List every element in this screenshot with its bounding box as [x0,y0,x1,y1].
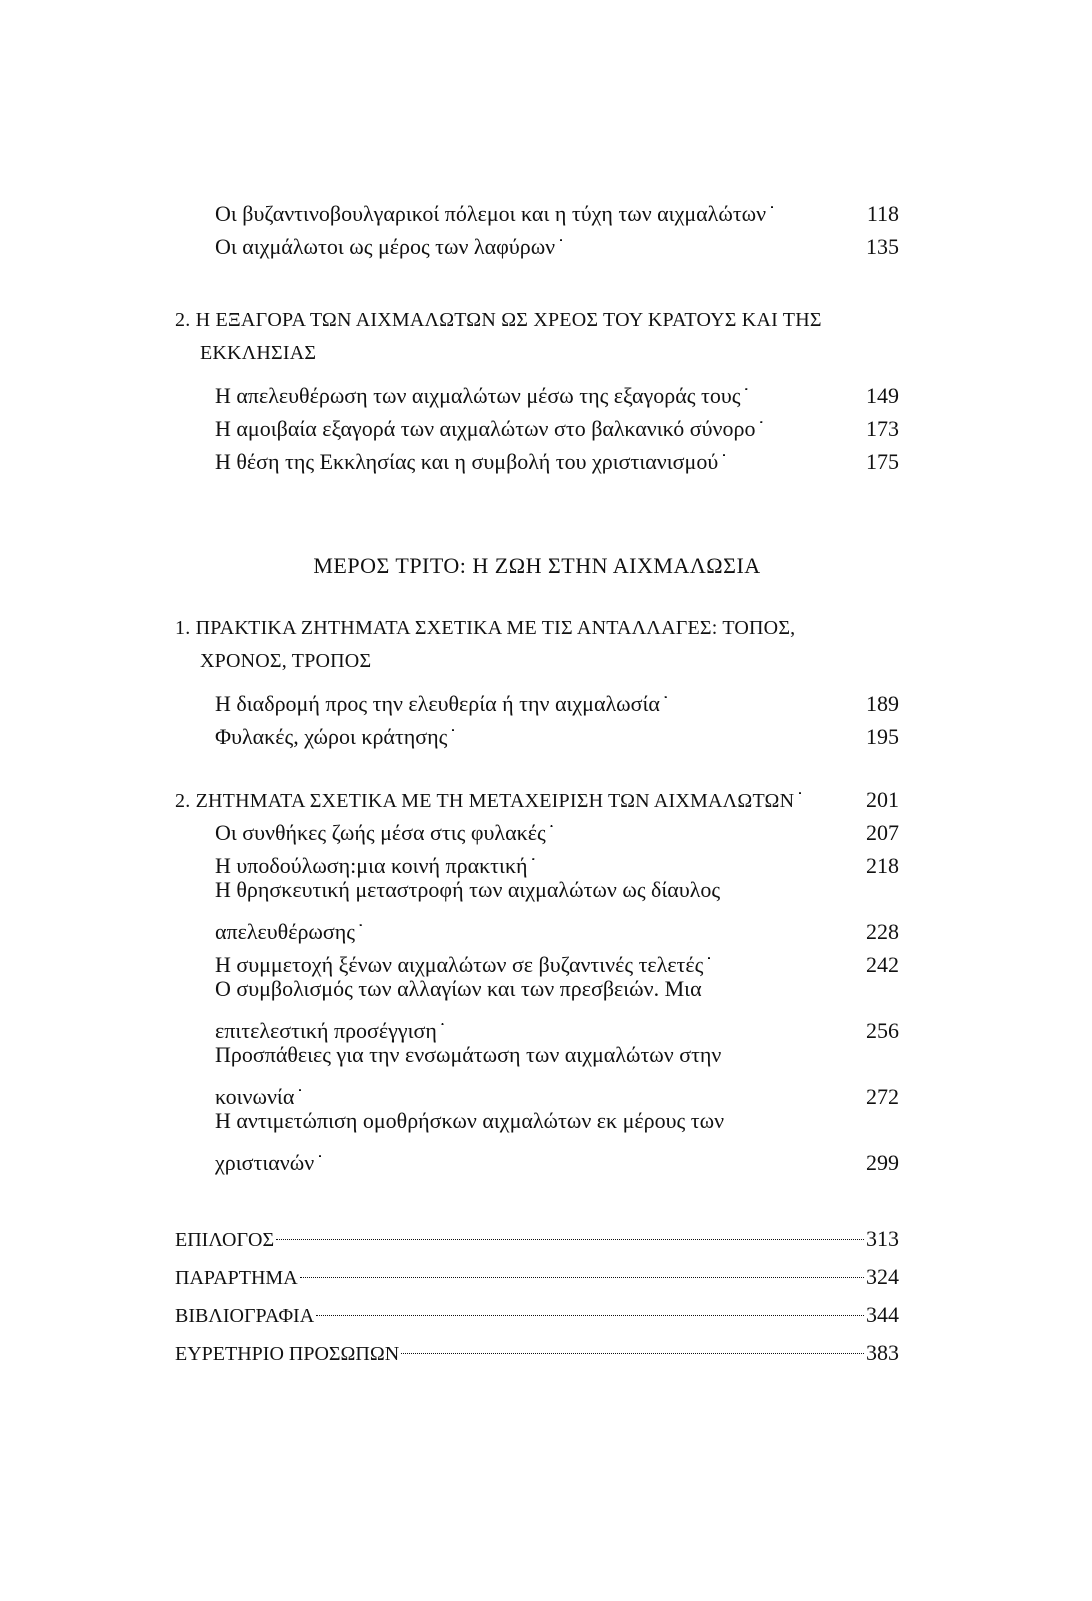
toc-entry-title: Οι αιχμάλωτοι ως μέρος των λαφύρων [215,234,556,259]
dot-leader [744,370,862,403]
toc-entry-title: Η απελευθέρωση των αιχμαλώτων μέσω της εξαγοράς τους [215,383,741,408]
dot-leader [707,939,862,972]
toc-page-number: 173 [866,416,899,441]
dot-leader [316,1315,864,1316]
toc-entry [175,1071,899,1109]
toc-page-number: 189 [866,691,899,716]
back-matter-entry [175,1220,899,1258]
toc-entry [175,188,899,226]
toc-entry-line [175,972,899,1005]
toc-page-number: 207 [866,820,899,845]
toc-page-number: 195 [866,724,899,749]
section-heading: 2. Η ΕΞΑΓΟΡΑ ΤΩΝ ΑΙΧΜΑΛΩΤΩΝ ΩΣ ΧΡΕΟΣ ΤΟΥ ΚΡΑΤΟΥΣ ΚΑΙ ΤΗΣ [175,309,822,331]
toc-entry-title: κοινωνία [215,1084,295,1109]
toc-entry [175,370,899,408]
toc-page-number: 242 [866,952,899,977]
toc-entry-title: Η υποδούλωση:μια κοινή πρακτική [215,853,528,878]
dot-leader [559,221,862,254]
toc-entry-title: Η αμοιβαία εξαγορά των αιχμαλώτων στο βαλκανικό σύνορο [215,416,756,441]
toc-entry-title-line1: Ο συμβολισμός των αλλαγίων και των πρεσβειών. Μια [215,976,702,1001]
toc-page-number: 256 [866,1018,899,1043]
toc-entry-title: 2. ΖΗΤΗΜΑΤΑ ΣΧΕΤΙΚΑ ΜΕ ΤΗ ΜΕΤΑΧΕΙΡΙΣΗ ΤΩΝ ΑΙΧΜΑΛΩΤΩΝ [175,790,795,812]
toc-page-number: 299 [866,1150,899,1175]
dot-leader [318,1137,862,1170]
toc-entry-title: Φυλακές, χώροι κράτησης [215,724,448,749]
toc-page-number: 149 [866,383,899,408]
back-matter-page: 313 [866,1226,899,1251]
back-matter-page: 383 [866,1340,899,1365]
back-matter-title: ΕΠΙΛΟΓΟΣ [175,1229,275,1251]
toc-entry-title: απελευθέρωσης [215,919,355,944]
section-heading: 1. ΠΡΑΚΤΙΚΑ ΖΗΤΗΜΑΤΑ ΣΧΕΤΙΚΑ ΜΕ ΤΙΣ ΑΝΤΑΛΛΑΓΕΣ: ΤΟΠΟΣ, [175,617,796,639]
toc-entry-title: Η διαδρομή προς την ελευθερία ή την αιχμαλωσία [215,691,660,716]
dot-leader [798,774,862,807]
section-heading-continued: ΧΡΟΝΟΣ, ΤΡΟΠΟΣ [200,650,372,672]
toc-page-number: 175 [866,449,899,474]
dot-leader [359,906,862,939]
dot-leader [532,840,862,873]
toc-entry-title: επιτελεστική προσέγγιση [215,1018,437,1043]
back-matter-title: ΕΥΡΕΤΗΡΙΟ ΠΡΟΣΩΠΩΝ [175,1343,400,1365]
dot-leader [441,1005,862,1038]
toc-page-number: 135 [866,234,899,259]
toc-entry-line [175,1038,899,1071]
table-of-contents [175,188,899,1372]
back-matter-page: 324 [866,1264,899,1289]
toc-entry-title-line1: Η θρησκευτική μεταστροφή των αιχμαλώτων ως δίαυλος [215,877,721,902]
toc-entry-title: χριστιανών [215,1150,315,1175]
toc-entry [175,1005,899,1043]
back-matter-entry [175,1334,899,1372]
back-matter-title: ΒΙΒΛΙΟΓΡΑΦΙΑ [175,1305,315,1327]
back-matter-entry [175,1258,899,1296]
back-matter-page: 344 [866,1302,899,1327]
back-matter-entry [175,1296,899,1334]
toc-page-number: 228 [866,919,899,944]
dot-leader [550,807,862,840]
toc-page-number: 118 [866,201,899,226]
dot-leader [401,1353,864,1354]
back-matter-title: ΠΑΡΑΡΤΗΜΑ [175,1267,298,1289]
part-title: ΜΕΡΟΣ ΤΡΙΤΟ: Η ΖΩΗ ΣΤΗΝ ΑΙΧΜΑΛΩΣΙΑ [313,553,761,578]
dot-leader [276,1239,864,1240]
dot-leader [451,711,862,744]
dot-leader [770,188,863,221]
toc-entry-title-line1: Προσπάθειες για την ενσωμάτωση των αιχμαλώτων στην [215,1042,722,1067]
toc-entry-title-line1: Η αντιμετώπιση ομοθρήσκων αιχμαλώτων εκ μέρους των [215,1108,725,1133]
toc-entry-title: Η συμμετοχή ξένων αιχμαλώτων σε βυζαντινές τελετές [215,952,704,977]
section-heading-entry [175,774,899,812]
dot-leader [300,1277,864,1278]
dot-leader [664,678,862,711]
dot-leader [722,436,862,469]
toc-entry-title: Η θέση της Εκκλησίας και η συμβολή του χριστιανισμού [215,449,719,474]
toc-page-number: 272 [866,1084,899,1109]
toc-entry [175,678,899,716]
toc-entry-title: Οι συνθήκες ζωής μέσα στις φυλακές [215,820,546,845]
dot-leader [298,1071,862,1104]
toc-entry [175,906,899,944]
dot-leader [759,403,862,436]
toc-page-number: 218 [866,853,899,878]
toc-entry [175,1137,899,1175]
toc-entry-line [175,1104,899,1137]
spacer [175,469,899,549]
toc-entry-line [175,873,899,906]
spacer [175,582,899,612]
toc-page-number: 201 [866,787,899,812]
toc-entry-title: Οι βυζαντινοβουλγαρικοί πόλεμοι και η τύχη των αιχμαλώτων [215,201,767,226]
section-heading-continued: ΕΚΚΛΗΣΙΑΣ [200,342,317,364]
